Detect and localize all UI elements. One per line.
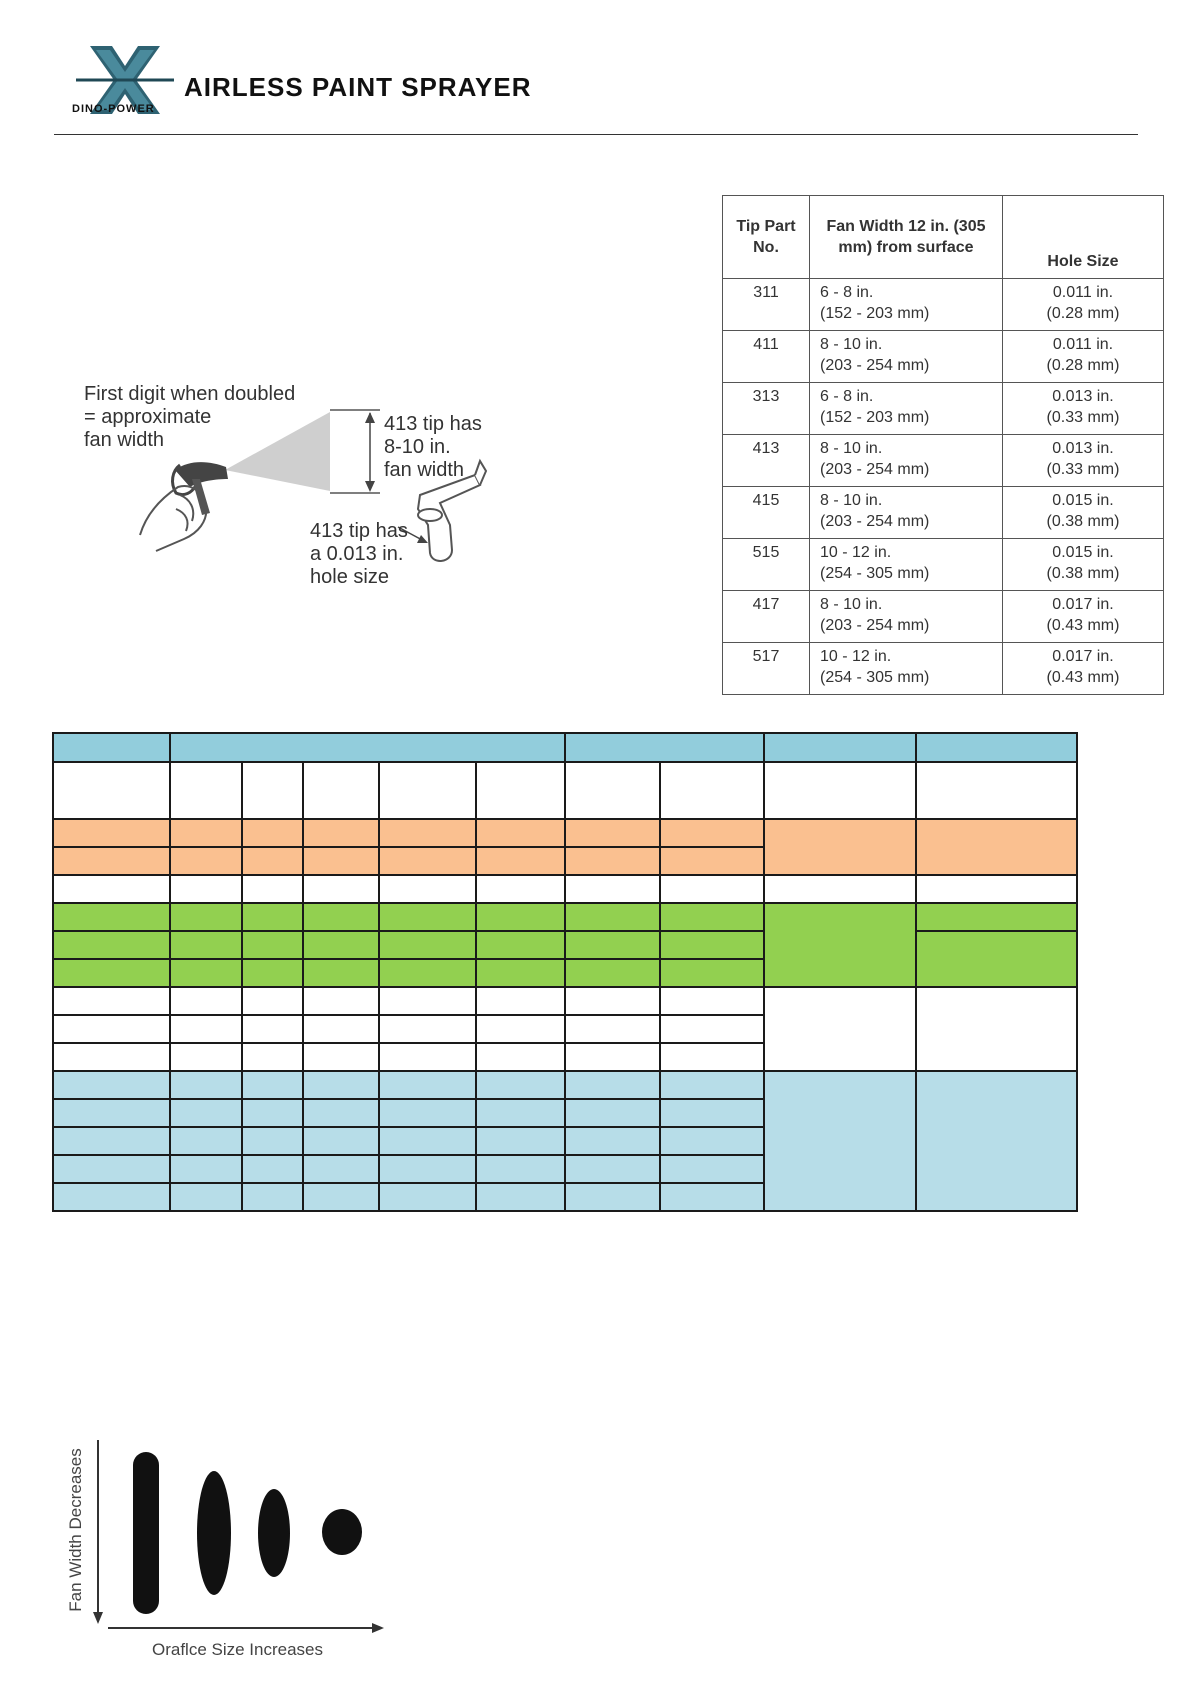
hole-mm-text: (0.43 mm): [1046, 617, 1120, 634]
grid-cell: [53, 987, 170, 1015]
part-text: 517: [752, 648, 780, 665]
hole-mm-text: (0.38 mm): [1046, 513, 1120, 530]
grid-cell: [660, 875, 764, 903]
grid-cell: [170, 931, 242, 959]
grid-cell: [565, 931, 660, 959]
grid-cell: [565, 1043, 660, 1071]
hole-mm-text: (0.43 mm): [1046, 669, 1120, 686]
grid-cell: [303, 1127, 379, 1155]
grid-cell: [53, 1071, 170, 1099]
grid-cell: [242, 959, 303, 987]
fan-mm-text: (152 - 203 mm): [820, 305, 930, 322]
grid-cell: [660, 987, 764, 1015]
grid-merged-cell: [764, 903, 916, 987]
grid-cell: [303, 1015, 379, 1043]
fan-width-cell: [810, 591, 1003, 643]
part-text: 411: [753, 336, 779, 353]
part-text: 413: [752, 440, 780, 457]
grid-cell: [379, 1183, 476, 1211]
grid-cell: [303, 931, 379, 959]
grid-cell: [53, 819, 170, 847]
grid-cell: [660, 1099, 764, 1127]
grid-cell: [565, 875, 660, 903]
grid-row-green: [53, 903, 1077, 931]
grid-cell: [379, 1015, 476, 1043]
grid-cell: [53, 903, 170, 931]
grid-cell: [764, 875, 916, 903]
fan-in-text: 10 - 12 in.: [820, 544, 892, 561]
grid-cell: [170, 819, 242, 847]
grid-cell: [565, 847, 660, 875]
fan-mm-text: (203 - 254 mm): [820, 357, 930, 374]
grid-cell: [242, 1099, 303, 1127]
grid-cell: [476, 1071, 565, 1099]
hole-size-cell: [1003, 435, 1164, 487]
hole-in-text: 0.011 in.: [1052, 336, 1114, 353]
spray-pattern-round: [322, 1509, 362, 1555]
hole-in-text: 0.013 in.: [1052, 388, 1114, 405]
tip-size-table: [722, 195, 1164, 695]
grid-cell: [242, 1127, 303, 1155]
part-text: 415: [752, 492, 780, 509]
grid-cell: [660, 847, 764, 875]
grid-cell: [916, 762, 1077, 819]
grid-cell: [379, 931, 476, 959]
hole-in-text: 0.017 in.: [1052, 648, 1114, 665]
hole-in-text: 0.013 in.: [1052, 440, 1114, 457]
col-fan-width: Fan Width 12 in. (305 mm) from surface: [810, 196, 1003, 279]
grid-cell: [53, 1155, 170, 1183]
grid-cell: [476, 1099, 565, 1127]
hole-mm-text: (0.28 mm): [1046, 357, 1120, 374]
grid-cell: [303, 1183, 379, 1211]
grid-subheader-row: [53, 762, 1077, 819]
header-divider: [54, 134, 1138, 135]
grid-cell: [379, 847, 476, 875]
hole-size-note: 413 tip has a 0.013 in. hole size: [310, 520, 408, 588]
grid-header-cell: [764, 733, 916, 762]
chart-y-label: Fan Width Decreases: [66, 1448, 85, 1612]
hole-size-cell: [1003, 487, 1164, 539]
grid-cell: [476, 1183, 565, 1211]
grid-cell: [476, 875, 565, 903]
fan-width-cell: [810, 383, 1003, 435]
hole-size-cell: [1003, 383, 1164, 435]
grid-cell: [303, 819, 379, 847]
grid-cell: [242, 931, 303, 959]
tip-table-header-row: [723, 196, 1164, 279]
grid-cell: [379, 1099, 476, 1127]
fan-mm-text: (203 - 254 mm): [820, 461, 930, 478]
grid-header-cell: [170, 733, 565, 762]
grid-row-white: [53, 875, 1077, 903]
table-row: [723, 643, 1164, 695]
grid-cell: [53, 1043, 170, 1071]
tip-part-number: [723, 435, 810, 487]
fan-mm-text: (152 - 203 mm): [820, 409, 930, 426]
grid-cell: [242, 903, 303, 931]
fan-mm-text: (254 - 305 mm): [820, 669, 930, 686]
grid-merged-cell: [916, 819, 1077, 875]
grid-cell: [53, 1015, 170, 1043]
grid-cell: [379, 903, 476, 931]
grid-merged-cell: [764, 1071, 916, 1211]
grid-merged-cell: [916, 931, 1077, 987]
grid-cell: [303, 762, 379, 819]
hole-in-text: 0.017 in.: [1052, 596, 1114, 613]
grid-cell: [565, 1099, 660, 1127]
grid-cell: [170, 1071, 242, 1099]
hole-size-cell: [1003, 279, 1164, 331]
grid-cell: [242, 819, 303, 847]
hole-mm-text: (0.38 mm): [1046, 565, 1120, 582]
tip-part-number: [723, 383, 810, 435]
grid-row-green: [53, 931, 1077, 959]
tip-part-number: [723, 539, 810, 591]
grid-cell: [53, 1099, 170, 1127]
grid-cell: [565, 819, 660, 847]
grid-cell: [303, 1071, 379, 1099]
grid-cell: [379, 875, 476, 903]
grid-cell: [53, 762, 170, 819]
grid-cell: [379, 1127, 476, 1155]
tip-part-number: [723, 487, 810, 539]
grid-row-white: [53, 987, 1077, 1015]
grid-cell: [170, 959, 242, 987]
grid-cell: [242, 847, 303, 875]
grid-cell: [303, 847, 379, 875]
grid-cell: [565, 762, 660, 819]
hole-in-text: 0.015 in.: [1052, 492, 1114, 509]
table-row: [723, 487, 1164, 539]
grid-cell: [303, 959, 379, 987]
grid-cell: [379, 762, 476, 819]
grid-cell: [660, 931, 764, 959]
grid-cell: [476, 1015, 565, 1043]
grid-merged-cell: [764, 987, 916, 1071]
grid-cell: [660, 1183, 764, 1211]
part-text: 515: [752, 544, 780, 561]
fan-in-text: 6 - 8 in.: [820, 284, 874, 301]
fan-width-cell: [810, 539, 1003, 591]
grid-cell: [303, 1043, 379, 1071]
grid-cell: [170, 1183, 242, 1211]
grid-cell: [565, 1071, 660, 1099]
fan-in-text: 6 - 8 in.: [820, 388, 874, 405]
grid-cell: [660, 1015, 764, 1043]
fan-width-note: 413 tip has 8-10 in. fan width: [384, 413, 482, 481]
grid-cell: [170, 1015, 242, 1043]
fan-mm-text: (203 - 254 mm): [820, 617, 930, 634]
grid-cell: [303, 987, 379, 1015]
grid-cell: [170, 903, 242, 931]
hole-in-text: 0.011 in.: [1052, 284, 1114, 301]
hole-size-cell: [1003, 539, 1164, 591]
grid-cell: [476, 847, 565, 875]
chart-x-label: Oraflce Size Increases: [152, 1640, 324, 1659]
grid-header-cell: [565, 733, 764, 762]
hole-mm-text: (0.28 mm): [1046, 305, 1120, 322]
tip-part-number: [723, 331, 810, 383]
grid-cell: [170, 1155, 242, 1183]
spray-pattern-large: [133, 1452, 159, 1614]
grid-merged-cell: [764, 819, 916, 875]
grid-cell: [476, 1043, 565, 1071]
grid-cell: [660, 762, 764, 819]
grid-cell: [660, 1127, 764, 1155]
hole-size-cell: [1003, 643, 1164, 695]
color-coded-grid-table: [52, 732, 1078, 1212]
col-hole-size: Hole Size: [1003, 196, 1164, 279]
grid-cell: [242, 1071, 303, 1099]
grid-cell: [565, 987, 660, 1015]
grid-cell: [476, 1155, 565, 1183]
part-text: 311: [753, 284, 779, 301]
grid-cell: [764, 762, 916, 819]
grid-cell: [53, 875, 170, 903]
grid-cell: [379, 1071, 476, 1099]
grid-cell: [379, 959, 476, 987]
grid-merged-cell: [916, 987, 1077, 1071]
grid-cell: [476, 987, 565, 1015]
grid-row-blue: [53, 1071, 1077, 1099]
grid-merged-cell: [916, 1071, 1077, 1211]
fan-width-cell: [810, 487, 1003, 539]
fan-in-text: 10 - 12 in.: [820, 648, 892, 665]
fan-in-text: 8 - 10 in.: [820, 492, 883, 509]
grid-cell: [242, 762, 303, 819]
grid-cell: [379, 1043, 476, 1071]
hole-size-cell: [1003, 591, 1164, 643]
grid-cell: [565, 1155, 660, 1183]
table-row: [723, 539, 1164, 591]
grid-cell: [916, 903, 1077, 931]
grid-cell: [53, 1183, 170, 1211]
tip-part-number: [723, 591, 810, 643]
table-row: [723, 435, 1164, 487]
part-text: 417: [752, 596, 780, 613]
grid-cell: [476, 931, 565, 959]
grid-cell: [242, 1043, 303, 1071]
grid-cell: [476, 1127, 565, 1155]
grid-cell: [660, 1155, 764, 1183]
grid-cell: [916, 875, 1077, 903]
table-row: [723, 331, 1164, 383]
grid-cell: [170, 847, 242, 875]
grid-cell: [242, 1015, 303, 1043]
logo-text: DINO-POWER: [72, 103, 155, 115]
fan-width-cell: [810, 331, 1003, 383]
spray-pattern-medium: [197, 1471, 231, 1595]
grid-cell: [379, 987, 476, 1015]
grid-cell: [476, 762, 565, 819]
table-row: [723, 279, 1164, 331]
grid-cell: [660, 959, 764, 987]
grid-cell: [565, 903, 660, 931]
grid-cell: [476, 819, 565, 847]
grid-cell: [565, 1015, 660, 1043]
fan-width-cell: [810, 643, 1003, 695]
grid-row-orange: [53, 819, 1077, 847]
table-row: [723, 383, 1164, 435]
grid-header-cell: [916, 733, 1077, 762]
grid-cell: [53, 959, 170, 987]
grid-cell: [660, 1071, 764, 1099]
grid-cell: [170, 875, 242, 903]
grid-cell: [303, 903, 379, 931]
page-title: AIRLESS PAINT SPRAYER: [184, 72, 532, 102]
grid-cell: [242, 875, 303, 903]
grid-header-cell: [53, 733, 170, 762]
fan-width-cell: [810, 435, 1003, 487]
part-text: 313: [752, 388, 780, 405]
grid-cell: [379, 819, 476, 847]
fan-in-text: 8 - 10 in.: [820, 440, 883, 457]
hole-size-cell: [1003, 331, 1164, 383]
grid-cell: [303, 1099, 379, 1127]
grid-cell: [303, 1155, 379, 1183]
fan-width-cell: [810, 279, 1003, 331]
first-digit-note: First digit when doubled = approximate fan width: [84, 383, 296, 451]
hole-in-text: 0.015 in.: [1052, 544, 1114, 561]
grid-cell: [242, 987, 303, 1015]
spray-pattern-small: [258, 1489, 290, 1577]
grid-cell: [565, 1183, 660, 1211]
grid-cell: [476, 903, 565, 931]
tip-part-number: [723, 643, 810, 695]
grid-cell: [476, 959, 565, 987]
col-tip-part-no: Tip Part No.: [723, 196, 810, 279]
grid-cell: [170, 1043, 242, 1071]
grid-cell: [170, 762, 242, 819]
grid-cell: [565, 959, 660, 987]
grid-cell: [379, 1155, 476, 1183]
grid-cell: [170, 1127, 242, 1155]
grid-cell: [53, 931, 170, 959]
table-row: [723, 591, 1164, 643]
grid-cell: [660, 1043, 764, 1071]
fan-mm-text: (254 - 305 mm): [820, 565, 930, 582]
grid-cell: [660, 819, 764, 847]
grid-cell: [565, 1127, 660, 1155]
grid-header-row: [53, 733, 1077, 762]
fan-in-text: 8 - 10 in.: [820, 596, 883, 613]
hole-mm-text: (0.33 mm): [1046, 409, 1120, 426]
grid-cell: [242, 1155, 303, 1183]
grid-cell: [303, 875, 379, 903]
fan-in-text: 8 - 10 in.: [820, 336, 883, 353]
tip-part-number: [723, 279, 810, 331]
fan-mm-text: (203 - 254 mm): [820, 513, 930, 530]
grid-cell: [53, 1127, 170, 1155]
grid-cell: [170, 987, 242, 1015]
grid-cell: [242, 1183, 303, 1211]
hole-mm-text: (0.33 mm): [1046, 461, 1120, 478]
grid-cell: [660, 903, 764, 931]
grid-cell: [53, 847, 170, 875]
grid-cell: [170, 1099, 242, 1127]
